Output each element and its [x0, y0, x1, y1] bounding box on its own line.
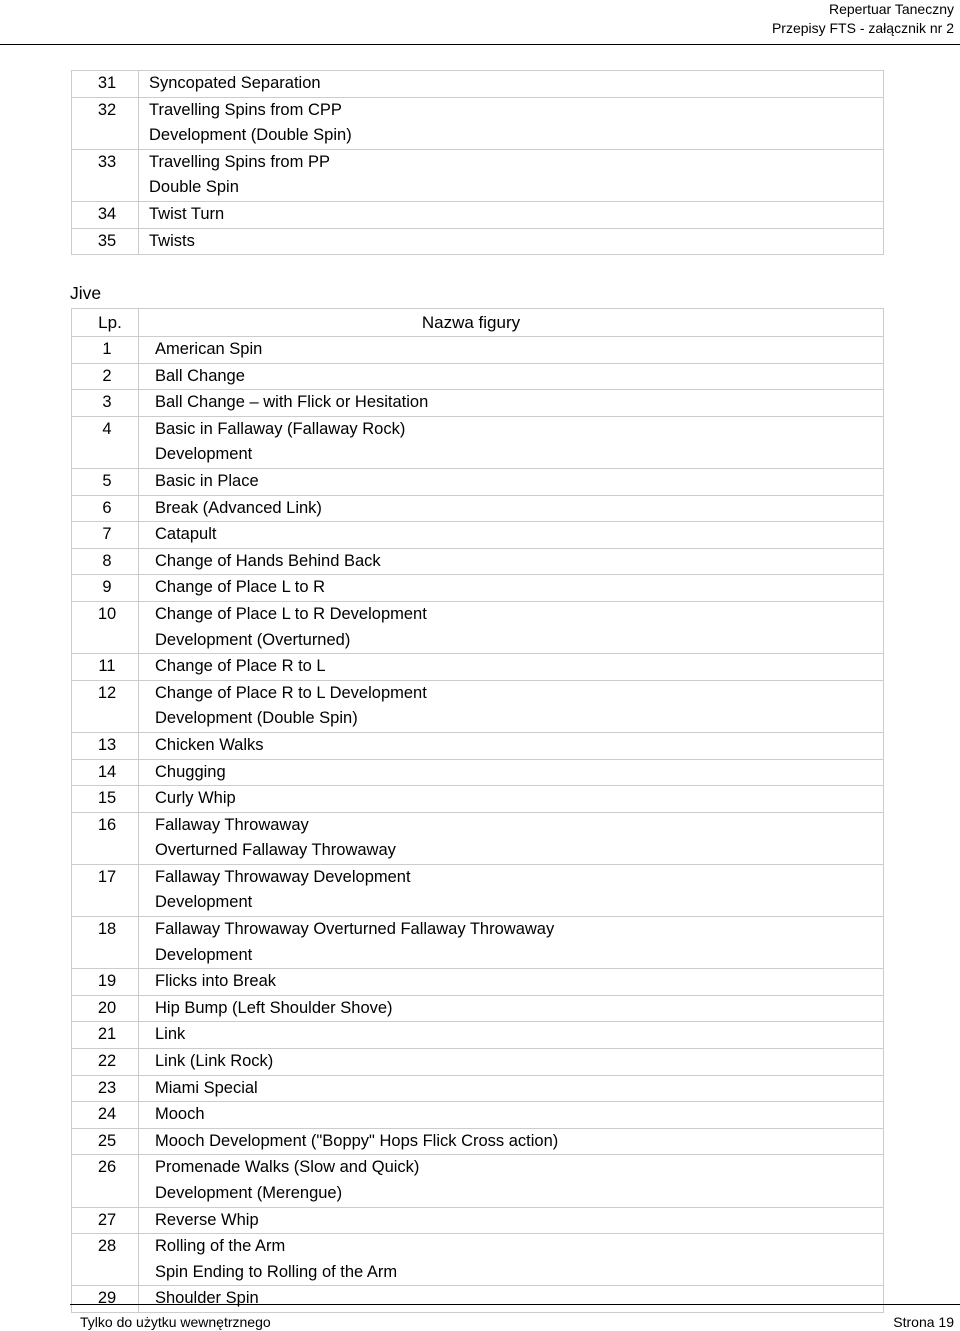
row-number-text: 14 [97, 762, 117, 781]
row-number-text: 34 [97, 204, 117, 223]
row-number-text: 28 [97, 1237, 117, 1256]
figure-name-line: Development [155, 893, 253, 912]
figure-name-line: Chugging [155, 762, 226, 781]
figure-name [139, 680, 884, 732]
figure-name [139, 390, 884, 417]
table-row [72, 1075, 884, 1102]
row-number-text: 35 [97, 231, 117, 250]
figure-name-line: Development [155, 445, 253, 464]
row-number-text: 3 [102, 393, 112, 412]
row-number-text: 17 [97, 867, 117, 886]
figure-name-line: Double Spin [149, 178, 239, 197]
figure-name-line: Hip Bump (Left Shoulder Shove) [155, 998, 393, 1017]
row-number [72, 522, 139, 549]
table-row [72, 812, 884, 864]
figure-name-line: Development (Double Spin) [155, 709, 358, 728]
figure-name [139, 759, 884, 786]
figure-name [139, 228, 884, 255]
figure-name-line: Promenade Walks (Slow and Quick) [155, 1158, 420, 1177]
figure-name [139, 1075, 884, 1102]
row-number-text: 12 [97, 683, 117, 702]
row-number-text: 22 [97, 1052, 117, 1071]
table-row [72, 1234, 884, 1286]
figure-name [139, 1049, 884, 1076]
row-number-text: 4 [102, 419, 112, 438]
figure-name-line: Change of Hands Behind Back [155, 551, 381, 570]
table-row [72, 416, 884, 468]
header-title: Repertuar Taneczny [828, 1, 954, 17]
jive-table-head [72, 309, 884, 337]
figure-name-line: Flicks into Break [155, 972, 277, 991]
figure-name [139, 522, 884, 549]
figure-name-line: Shoulder Spin [155, 1289, 259, 1308]
figure-name [139, 864, 884, 916]
figure-name-line: Change of Place L to R [155, 578, 325, 597]
figure-name-line: Ball Change – with Flick or Hesitation [155, 393, 429, 412]
row-number-text: 13 [97, 735, 117, 754]
table-row [72, 575, 884, 602]
table-row [72, 1128, 884, 1155]
figures-table-continued [71, 70, 884, 255]
figure-name-line: Link [155, 1025, 186, 1044]
row-number-text: 9 [102, 578, 112, 597]
row-number-text: 16 [97, 815, 117, 834]
row-number-text: 33 [97, 152, 117, 171]
row-number [72, 1075, 139, 1102]
figure-name [139, 468, 884, 495]
figure-name [139, 732, 884, 759]
row-number-text: 5 [102, 471, 112, 490]
page-header [772, 0, 954, 38]
row-number [72, 1049, 139, 1076]
table-row [72, 1049, 884, 1076]
figure-name-line: Spin Ending to Rolling of the Arm [155, 1262, 398, 1281]
row-number [72, 1234, 139, 1286]
jive-table-body [72, 337, 884, 1313]
table-row [72, 390, 884, 417]
table-row [72, 759, 884, 786]
figure-name-line: Fallaway Throwaway Development [155, 867, 411, 886]
row-number [72, 1128, 139, 1155]
figure-name-line: Mooch [155, 1105, 205, 1124]
row-number-text: 2 [102, 366, 112, 385]
figure-name [139, 1234, 884, 1286]
figure-name-line: Curly Whip [155, 789, 236, 808]
header-divider [0, 44, 960, 45]
figure-name-line: Catapult [155, 525, 217, 544]
row-number-text: 8 [102, 551, 112, 570]
figure-name-line: Overturned Fallaway Throwaway [155, 841, 396, 860]
row-number-text: 24 [97, 1105, 117, 1124]
figure-name [139, 416, 884, 468]
table-row [72, 601, 884, 653]
jive-figures-table [71, 308, 884, 1313]
table-row [72, 1022, 884, 1049]
row-number-text: 26 [97, 1158, 117, 1177]
figure-name-line: Mooch Development ("Boppy" Hops Flick Cross action) [155, 1131, 559, 1150]
page-number: Strona 19 [893, 1314, 954, 1330]
figure-name-line: Change of Place R to L [155, 657, 326, 676]
table-row [72, 680, 884, 732]
figure-name-line: Basic in Fallaway (Fallaway Rock) [155, 419, 406, 438]
row-number [72, 548, 139, 575]
row-number [72, 680, 139, 732]
table-row [72, 732, 884, 759]
row-number-text: 19 [97, 972, 117, 991]
figure-name-line: Miami Special [155, 1078, 258, 1097]
figure-name-line: Reverse Whip [155, 1210, 259, 1229]
column-header-lp: Lp. [72, 309, 139, 337]
row-number [72, 337, 139, 364]
jive-table-header-row [72, 309, 884, 337]
table-row [72, 1102, 884, 1129]
row-number [72, 149, 139, 201]
figure-name-line: Change of Place R to L Development [155, 683, 427, 702]
row-number [72, 495, 139, 522]
table-row [72, 654, 884, 681]
row-number-text: 6 [102, 498, 112, 517]
figure-name-line: Change of Place L to R Development [155, 604, 427, 623]
row-number [72, 1286, 139, 1313]
figure-name [139, 548, 884, 575]
figure-name [139, 149, 884, 201]
row-number-text: 11 [98, 657, 116, 676]
table-row [72, 71, 884, 98]
row-number-text: 21 [97, 1025, 117, 1044]
table-row [72, 1286, 884, 1313]
row-number-text: 7 [102, 525, 112, 544]
header-subtitle: Przepisy FTS - załącznik nr 2 [771, 20, 954, 36]
row-number [72, 969, 139, 996]
row-number [72, 363, 139, 390]
figure-name [139, 97, 884, 149]
row-number-text: 15 [97, 789, 117, 808]
row-number [72, 917, 139, 969]
figure-name [139, 1286, 884, 1313]
figure-name [139, 917, 884, 969]
table-row [72, 969, 884, 996]
row-number [72, 995, 139, 1022]
row-number [72, 1102, 139, 1129]
figure-name-line: Basic in Place [155, 471, 259, 490]
figure-name [139, 995, 884, 1022]
footer-note: Tylko do użytku wewnętrznego [80, 1314, 271, 1330]
figure-name-line: Chicken Walks [155, 735, 264, 754]
figure-name [139, 1207, 884, 1234]
figure-name-line: Development [155, 945, 253, 964]
figure-name-line: Syncopated Separation [149, 74, 321, 92]
figure-name [139, 337, 884, 364]
row-number-text: 10 [97, 604, 117, 623]
figure-name-line: Fallaway Throwaway [155, 815, 309, 834]
row-number [72, 812, 139, 864]
row-number-text: 27 [97, 1210, 117, 1229]
figure-name-line: Link (Link Rock) [155, 1052, 274, 1071]
row-number [72, 786, 139, 813]
row-number-text: 25 [97, 1131, 117, 1150]
figure-name [139, 495, 884, 522]
table-row [72, 468, 884, 495]
row-number [72, 97, 139, 149]
figure-name [139, 575, 884, 602]
row-number [72, 575, 139, 602]
figure-name-line: Twists [149, 231, 195, 250]
row-number-text: 1 [102, 340, 112, 358]
column-header-figure-name: Nazwa figury [139, 309, 884, 337]
row-number [72, 1022, 139, 1049]
row-number-text: 31 [97, 74, 117, 92]
table-row [72, 97, 884, 149]
row-number [72, 1207, 139, 1234]
figure-name [139, 1022, 884, 1049]
figure-name-line: Development (Double Spin) [149, 126, 352, 145]
figure-name [139, 1155, 884, 1207]
row-number [72, 864, 139, 916]
table-row [72, 995, 884, 1022]
row-number [72, 416, 139, 468]
table-row [72, 495, 884, 522]
table-row [72, 786, 884, 813]
row-number-text: 18 [97, 920, 117, 939]
row-number [72, 201, 139, 228]
row-number-text: 29 [97, 1289, 117, 1308]
row-number [72, 71, 139, 98]
table-row [72, 228, 884, 255]
figure-name [139, 786, 884, 813]
table-row [72, 1207, 884, 1234]
figure-name [139, 201, 884, 228]
row-number [72, 759, 139, 786]
figure-name [139, 1128, 884, 1155]
row-number [72, 732, 139, 759]
figure-name-line: Travelling Spins from PP [149, 152, 330, 171]
table-row [72, 363, 884, 390]
figures-table-continued-body [72, 71, 884, 255]
footer-divider [70, 1304, 960, 1305]
table-row [72, 337, 884, 364]
figure-name-line: Break (Advanced Link) [155, 498, 322, 517]
figure-name-line: Ball Change [155, 366, 245, 385]
figure-name [139, 71, 884, 98]
figure-name-line: Development (Overturned) [155, 630, 351, 649]
figure-name [139, 654, 884, 681]
row-number [72, 1155, 139, 1207]
figure-name [139, 601, 884, 653]
figure-name-line: Travelling Spins from CPP [149, 100, 342, 119]
figure-name [139, 812, 884, 864]
table-row [72, 201, 884, 228]
figure-name-line: Development (Merengue) [155, 1184, 343, 1202]
figure-name [139, 969, 884, 996]
table-row [72, 522, 884, 549]
figure-name [139, 363, 884, 390]
row-number-text: 20 [97, 998, 117, 1017]
figure-name-line: American Spin [155, 340, 263, 358]
row-number [72, 390, 139, 417]
table-row [72, 548, 884, 575]
figure-name-line: Twist Turn [149, 204, 225, 223]
figure-name-line: Fallaway Throwaway Overturned Fallaway Throwaway [155, 920, 555, 939]
row-number-text: 32 [97, 100, 117, 119]
table-row [72, 864, 884, 916]
row-number [72, 601, 139, 653]
table-row [72, 149, 884, 201]
figure-name [139, 1102, 884, 1129]
row-number [72, 468, 139, 495]
figure-name-line: Rolling of the Arm [155, 1237, 286, 1256]
row-number-text: 23 [97, 1078, 117, 1097]
table-row [72, 917, 884, 969]
section-title-jive: Jive [70, 283, 102, 303]
row-number [72, 228, 139, 255]
row-number [72, 654, 139, 681]
table-row [72, 1155, 884, 1207]
